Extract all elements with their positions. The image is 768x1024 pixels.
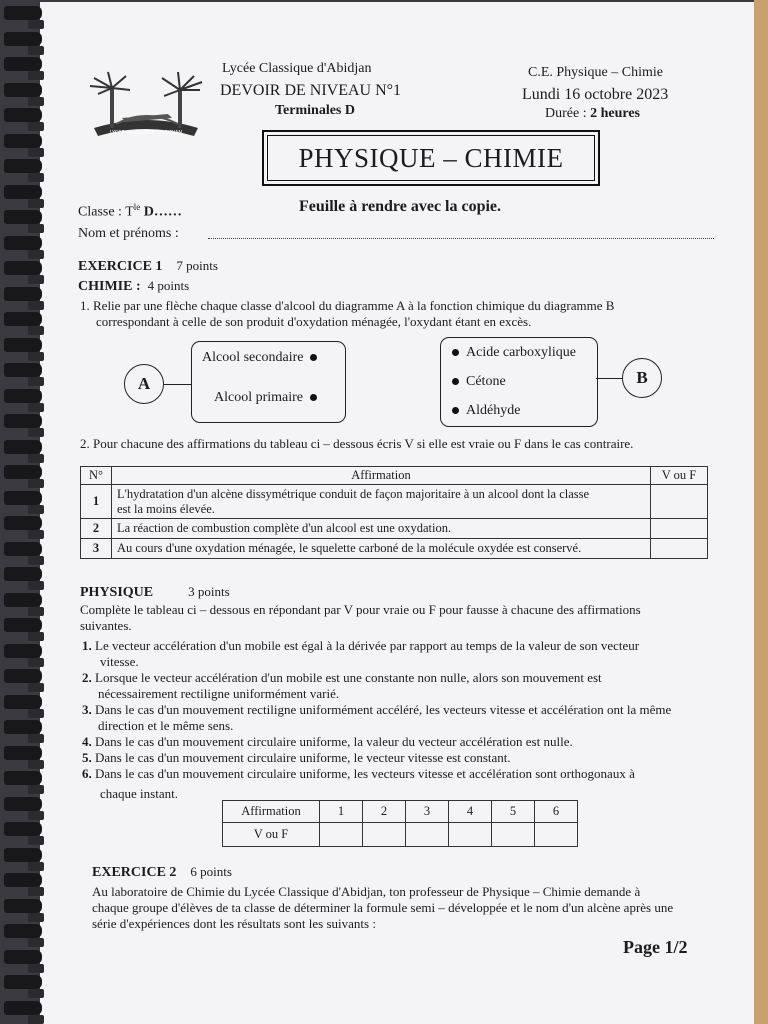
binding-ring-inner xyxy=(28,556,44,565)
binding-ring-inner xyxy=(28,326,44,335)
connection-dot[interactable] xyxy=(452,407,459,414)
binding-ring-inner xyxy=(28,913,44,922)
binding-ring xyxy=(4,6,42,20)
binding-ring-inner xyxy=(28,377,44,386)
col-header: 2 xyxy=(363,801,406,823)
ce-subject: C.E. Physique – Chimie xyxy=(528,65,663,80)
binding-ring-inner xyxy=(28,938,44,947)
binding-ring xyxy=(4,950,42,964)
chimie-heading: CHIMIE : 4 points xyxy=(78,278,190,294)
binding-ring-inner xyxy=(28,97,44,106)
binding-ring xyxy=(4,848,42,862)
col-header: 3 xyxy=(406,801,449,823)
list-item: 4. Dans le cas d'un mouvement circulaire uniforme, la valeur du vecteur accélération est nulle. xyxy=(82,734,573,749)
answer-cell[interactable] xyxy=(535,823,578,847)
binding-ring xyxy=(4,491,42,505)
ex1-heading: EXERCICE 1 7 points xyxy=(78,258,218,274)
binding-ring-inner xyxy=(28,122,44,131)
binding-ring xyxy=(4,975,42,989)
binding-ring xyxy=(4,414,42,428)
binding-ring xyxy=(4,822,42,836)
binding-ring xyxy=(4,32,42,46)
binding-ring-inner xyxy=(28,46,44,55)
binding-ring-inner xyxy=(28,403,44,412)
binding-ring xyxy=(4,542,42,556)
binding-ring xyxy=(4,567,42,581)
list-item-cont: nécessairement rectiligne uniformément varié. xyxy=(98,686,340,701)
binding-ring-inner xyxy=(28,811,44,820)
connection-dot[interactable] xyxy=(452,378,459,385)
diagram-b-item: Acide carboxylique xyxy=(452,345,576,361)
binding-ring-inner xyxy=(28,530,44,539)
col-header: 1 xyxy=(320,801,363,823)
binding-ring-inner xyxy=(28,71,44,80)
diagram-a-label: A xyxy=(124,364,164,404)
binding-ring xyxy=(4,83,42,97)
col-header: 5 xyxy=(492,801,535,823)
binding-ring-inner xyxy=(28,989,44,998)
row-number: 2 xyxy=(81,519,112,539)
list-item: 5. Dans le cas d'un mouvement circulaire uniforme, le vecteur vitesse est constant. xyxy=(82,750,511,765)
binding-ring-inner xyxy=(28,964,44,973)
binding-ring xyxy=(4,1001,42,1015)
binding-ring xyxy=(4,287,42,301)
binding-ring-inner xyxy=(28,505,44,514)
binding-ring xyxy=(4,312,42,326)
list-item-cont: direction et le même sens. xyxy=(98,718,234,733)
binding-ring-inner xyxy=(28,581,44,590)
binding-ring xyxy=(4,108,42,122)
binding-ring xyxy=(4,899,42,913)
col-header: 6 xyxy=(535,801,578,823)
answer-cell[interactable] xyxy=(320,823,363,847)
binding-ring-inner xyxy=(28,352,44,361)
diagram-b-item: Aldéhyde xyxy=(452,403,520,419)
binding-ring xyxy=(4,771,42,785)
binding-ring-inner xyxy=(28,224,44,233)
connection-dot[interactable] xyxy=(452,349,459,356)
diagram-a-item: Alcool primaire xyxy=(214,390,317,406)
answer-cell[interactable] xyxy=(492,823,535,847)
binding-ring xyxy=(4,363,42,377)
binding-ring xyxy=(4,644,42,658)
list-item: 3. Dans le cas d'un mouvement rectiligne uniformément accéléré, les vecteurs vitesse et accélération ont la même xyxy=(82,702,672,717)
col-header: 4 xyxy=(449,801,492,823)
page-title: PHYSIQUE – CHIMIE xyxy=(267,135,595,181)
binding-ring xyxy=(4,797,42,811)
binding-ring-inner xyxy=(28,428,44,437)
q1-line1: 1. Relie par une flèche chaque classe d'alcool du diagramme A à la fonction chimique du diagramme B xyxy=(80,298,615,313)
connector-b xyxy=(596,378,622,379)
devoir-title: DEVOIR DE NIVEAU N°1 xyxy=(220,82,402,99)
binding-ring-inner xyxy=(28,250,44,259)
binding-ring-inner xyxy=(28,632,44,641)
binding-ring xyxy=(4,210,42,224)
title-box xyxy=(262,130,600,186)
ex2-heading: EXERCICE 2 6 points xyxy=(92,864,232,880)
binding-ring-inner xyxy=(28,734,44,743)
level: Terminales D xyxy=(275,103,355,118)
connection-dot[interactable] xyxy=(310,394,317,401)
connector-a xyxy=(164,384,192,385)
row-number: 1 xyxy=(81,485,112,519)
binding-ring-inner xyxy=(28,862,44,871)
binding-ring xyxy=(4,338,42,352)
page-number: Page 1/2 xyxy=(623,937,688,957)
list-item: 2. Lorsque le vecteur accélération d'un mobile est une constante non nulle, alors son mouvement est xyxy=(82,670,602,685)
table-header: N° xyxy=(81,467,112,485)
table-row xyxy=(81,519,708,539)
binding-ring xyxy=(4,389,42,403)
binding-ring xyxy=(4,236,42,250)
binding-ring-inner xyxy=(28,785,44,794)
classe-field: Classe : $T^{le}$ D…… xyxy=(78,202,182,220)
nom-label: Nom et prénoms : xyxy=(78,226,179,241)
duration: Durée : 2 heures xyxy=(545,106,641,121)
diagram-b-item: Cétone xyxy=(452,374,506,390)
physique-table xyxy=(222,800,578,847)
binding-ring xyxy=(4,593,42,607)
physique-intro: suivantes. xyxy=(80,618,132,633)
binding-ring-inner xyxy=(28,709,44,718)
binding-ring xyxy=(4,516,42,530)
answer-cell[interactable] xyxy=(449,823,492,847)
binding-ring-inner xyxy=(28,199,44,208)
school-name: Lycée Classique d'Abidjan xyxy=(222,61,372,76)
list-item-cont: vitesse. xyxy=(100,654,139,669)
physique-heading: PHYSIQUE 3 points xyxy=(80,584,230,600)
binding-ring xyxy=(4,261,42,275)
ex2-text: Au laboratoire de Chimie du Lycée Classique d'Abidjan, ton professeur de Physique – Chimie demande à xyxy=(92,884,641,899)
physique-intro: Complète le tableau ci – dessous en répondant par V pour vraie ou F pour fausse à chacune des affirmations xyxy=(80,602,641,617)
binding-ring-inner xyxy=(28,1015,44,1024)
binding-ring-inner xyxy=(28,607,44,616)
binding-ring xyxy=(4,669,42,683)
binding-ring xyxy=(4,720,42,734)
binding-ring xyxy=(4,465,42,479)
table-header: V ou F xyxy=(651,467,708,485)
list-item-cont: chaque instant. xyxy=(100,786,178,801)
binding-ring-inner xyxy=(28,301,44,310)
background-edge xyxy=(754,0,768,1024)
binding-ring-inner xyxy=(28,887,44,896)
row-label: Affirmation xyxy=(223,801,320,823)
binding-ring-inner xyxy=(28,836,44,845)
binding-ring-inner xyxy=(28,20,44,29)
nom-dotted-line[interactable] xyxy=(208,238,714,239)
binding-ring xyxy=(4,873,42,887)
binding-ring xyxy=(4,695,42,709)
row-affirmation: Au cours d'une oxydation ménagée, le squelette carboné de la molécule oxydée est conservé. xyxy=(112,539,651,559)
table-row xyxy=(81,485,708,519)
chimie-table xyxy=(80,466,708,559)
table-header: Affirmation xyxy=(112,467,651,485)
binding-ring xyxy=(4,185,42,199)
row-label: V ou F xyxy=(223,823,320,847)
binding-ring-inner xyxy=(28,479,44,488)
spiral-binding xyxy=(0,0,44,1024)
answer-cell[interactable] xyxy=(651,485,708,519)
answer-cell[interactable] xyxy=(363,823,406,847)
row-number: 3 xyxy=(81,539,112,559)
logo-text: LYCEE CLASSIQUE D'ABIDJAN xyxy=(109,130,183,136)
feuille-instruction: Feuille à rendre avec la copie. xyxy=(299,198,502,215)
row-affirmation: La réaction de combustion complète d'un alcool est une oxydation. xyxy=(112,519,651,539)
binding-ring-inner xyxy=(28,275,44,284)
q1-line2: correspondant à celle de son produit d'oxydation ménagée, l'oxydant étant en excès. xyxy=(96,314,532,329)
answer-cell[interactable] xyxy=(651,519,708,539)
binding-ring-inner xyxy=(28,454,44,463)
binding-ring xyxy=(4,57,42,71)
binding-ring xyxy=(4,618,42,632)
binding-ring xyxy=(4,134,42,148)
table-row xyxy=(81,539,708,559)
list-item: 1. Le vecteur accélération d'un mobile est égal à la dérivée par rapport au temps de la valeur de son vecteur xyxy=(82,638,640,653)
binding-ring xyxy=(4,159,42,173)
binding-ring xyxy=(4,440,42,454)
school-logo xyxy=(86,68,206,144)
connection-dot[interactable] xyxy=(310,354,317,361)
answer-cell[interactable] xyxy=(406,823,449,847)
binding-ring-inner xyxy=(28,683,44,692)
binding-ring xyxy=(4,746,42,760)
diagram-b-label: B xyxy=(622,358,662,398)
ex2-text: chaque groupe d'élèves de ta classe de déterminer la formule semi – développée et le nom d'un alcène après une xyxy=(92,900,674,915)
binding-ring xyxy=(4,924,42,938)
row-affirmation: L'hydratation d'un alcène dissymétrique conduit de façon majoritaire à un alcool dont la classe est la moins élevée. xyxy=(112,485,651,519)
binding-ring-inner xyxy=(28,148,44,157)
binding-ring-inner xyxy=(28,173,44,182)
diagram-a-item: Alcool secondaire xyxy=(202,350,317,366)
exam-date: Lundi 16 octobre 2023 xyxy=(522,86,669,103)
binding-ring-inner xyxy=(28,760,44,769)
ex2-text: série d'expériences dont les résultats sont les suivants : xyxy=(92,916,376,931)
answer-cell[interactable] xyxy=(651,539,708,559)
binding-ring-inner xyxy=(28,658,44,667)
q2-text: 2. Pour chacune des affirmations du tableau ci – dessous écris V si elle est vraie ou F dans le cas contraire. xyxy=(80,436,634,451)
list-item: 6. Dans le cas d'un mouvement circulaire uniforme, les vecteurs vitesse et accélération sont orthogonaux à xyxy=(82,766,635,781)
